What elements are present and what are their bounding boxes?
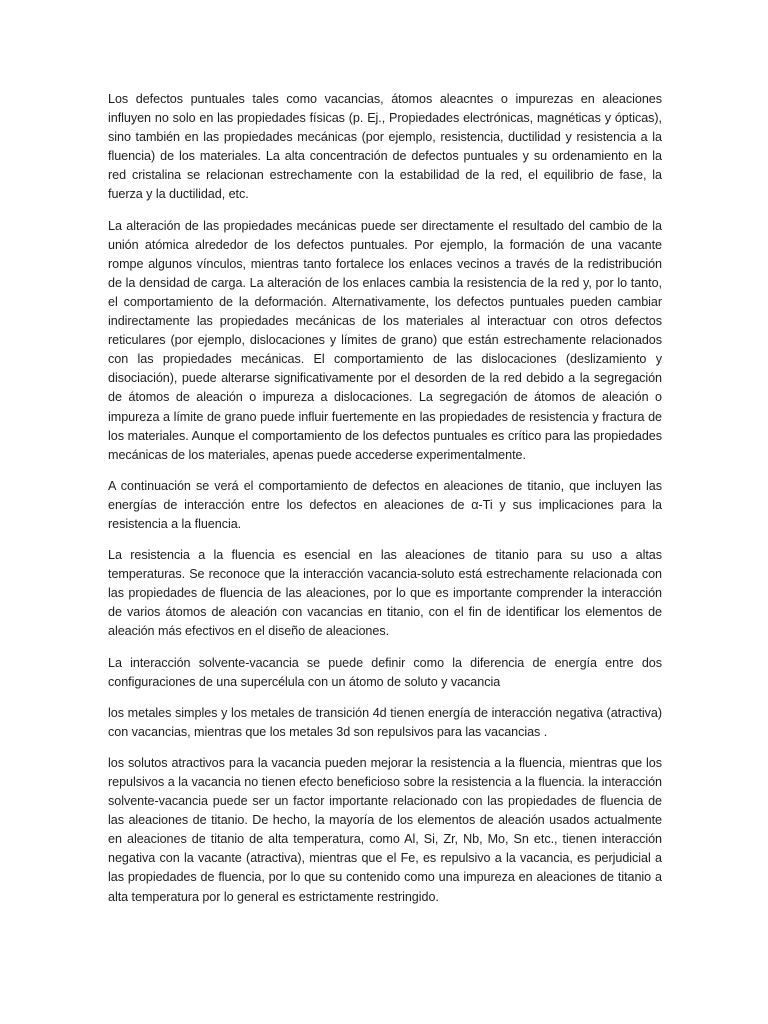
paragraph-4: La resistencia a la fluencia es esencial en las aleaciones de titanio para su uso a altas temperaturas. Se reconoce que la interacción vacancia-soluto está estrechamente relacionada con las propiedades de fluencia de las aleaciones, por lo que es importante comprender la interacción de varios átomos de aleación con vacancias en titanio, con el fin de identificar los elementos de aleación más efectivos en el diseño de aleaciones. <box>108 548 662 639</box>
paragraph-3: A continuación se verá el comportamiento de defectos en aleaciones de titanio, que incluyen las energías de interacción entre los defectos en aleaciones de α-Ti y sus implicaciones para la resistencia a la fluencia. <box>108 478 662 531</box>
document-body <box>108 90 662 920</box>
paragraph-6: los metales simples y los metales de transición 4d tienen energía de interacción negativa (atractiva) con vacancias, mientras que los metales 3d son repulsivos para las vacancias . <box>108 705 662 739</box>
paragraph-7: los solutos atractivos para la vacancia pueden mejorar la resistencia a la fluencia, mientras que los repulsivos a la vacancia no tienen efecto beneficioso sobre la resistencia a la fluencia. la interacción solvente-vacancia puede ser un factor importante relacionado con las propiedades de fluencia de las aleaciones de titanio. De hecho, la mayoría de los elementos de aleación usados actualmente en aleaciones de titanio de alta temperatura, como Al, Si, Zr, Nb, Mo, Sn etc., tienen interacción negativa con la vacante (atractiva), mientras que el Fe, es repulsivo a la vacancia, es perjudicial a las propiedades de fluencia, por lo que su contenido como una impureza en aleaciones de titanio a alta temperatura por lo general es estrictamente restringido. <box>108 755 662 904</box>
paragraph-1: Los defectos puntuales tales como vacancias, átomos aleacntes o impurezas en aleaciones influyen no solo en las propiedades físicas (p. Ej., Propiedades electrónicas, magnéticas y ópticas), sino también en las propiedades mecánicas (por ejemplo, resistencia, ductilidad y resistencia a la fluencia) de los materiales. La alta concentración de defectos puntuales y su ordenamiento en la red cristalina se relacionan estrechamente con la estabilidad de la red, el equilibrio de fase, la fuerza y la ductilidad, etc. <box>108 92 662 202</box>
paragraph-5: La interacción solvente-vacancia se puede definir como la diferencia de energía entre dos configuraciones de una supercélula con un átomo de soluto y vacancia <box>108 655 662 689</box>
paragraph-2: La alteración de las propiedades mecánicas puede ser directamente el resultado del cambio de la unión atómica alrededor de los defectos puntuales. Por ejemplo, la formación de una vacante rompe algunos vínculos, mientras tanto fortalece los enlaces vecinos a través de la redistribución de la densidad de carga. La alteración de los enlaces cambia la resistencia de la red y, por lo tanto, el comportamiento de la deformación. Alternativamente, los defectos puntuales pueden cambiar indirectamente las propiedades mecánicas de los materiales al interactuar con otros defectos reticulares (por ejemplo, dislocaciones y límites de grano) que están estrechamente relacionados con las propiedades mecánicas. El comportamiento de las dislocaciones (deslizamiento y disociación), puede alterarse significativamente por el desorden de la red debido a la segregación de átomos de aleación o impureza a dislocaciones. La segregación de átomos de aleación o impureza a límite de grano puede influir fuertemente en las propiedades de resistencia y fractura de los materiales. Aunque el comportamiento de los defectos puntuales es crítico para las propiedades mecánicas de los materiales, apenas puede accederse experimentalmente. <box>108 218 662 462</box>
